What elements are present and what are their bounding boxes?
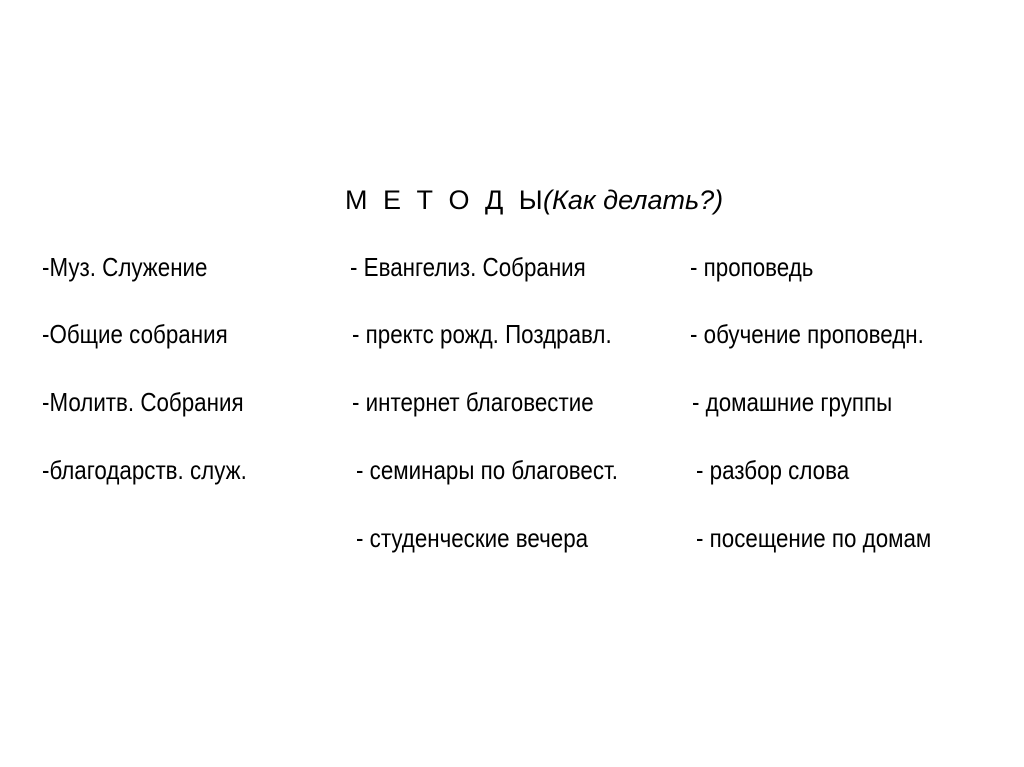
list-item-col3-row5: - посещение по домам — [696, 523, 932, 553]
list-item-col1-row2: -Общие собрания — [42, 319, 228, 349]
list-item-col2-row4: - семинары по благовест. — [356, 455, 619, 485]
list-item-col3-row3: - домашние группы — [692, 387, 893, 417]
list-item-col1-row1: -Муз. Служение — [42, 252, 208, 282]
list-item-col3-row1: - проповедь — [690, 252, 814, 282]
list-item-col2-row5: - студенческие вечера — [356, 523, 589, 553]
list-item-col1-row3: -Молитв. Собрания — [42, 387, 244, 417]
list-item-col1-row4: -благодарств. служ. — [42, 455, 247, 485]
list-item-col3-row4: - разбор слова — [696, 455, 850, 485]
title-subtitle: (Как делать?) — [543, 185, 724, 215]
slide-title — [0, 180, 1024, 220]
list-item-col2-row1: - Евангелиз. Собрания — [350, 252, 586, 282]
list-item-col3-row2: - обучение проповедн. — [690, 319, 924, 349]
list-item-col2-row2: - пректс рожд. Поздравл. — [352, 319, 612, 349]
list-item-col2-row3: - интернет благовестие — [352, 387, 594, 417]
title-main: М Е Т О Д Ы — [345, 185, 547, 215]
